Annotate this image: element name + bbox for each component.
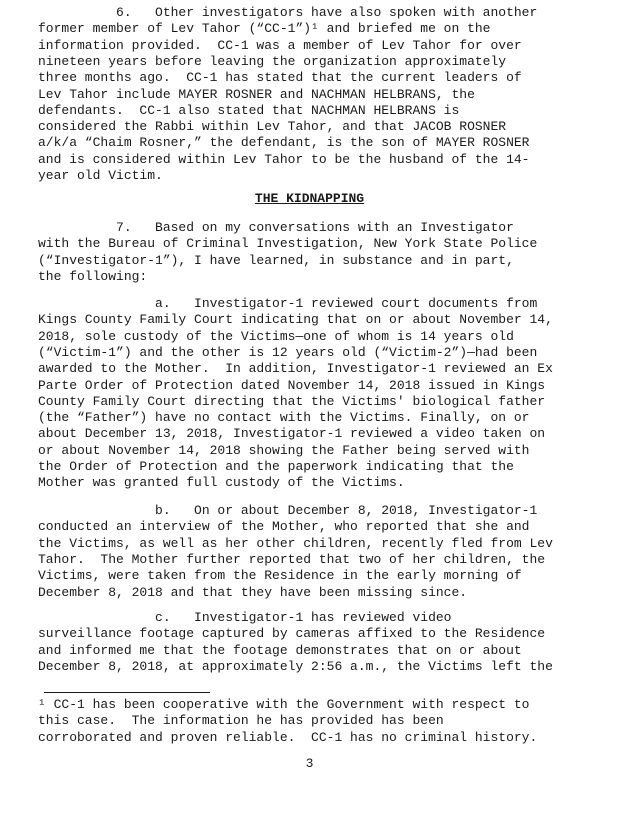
text-line: or about November 14, 2018 showing the Father being served with: [38, 442, 530, 458]
text-line: and informed me that the footage demonstrates that on or about: [38, 642, 522, 658]
text-line: the following:: [38, 268, 148, 284]
text-line: (the “Father”) have no contact with the Victims. Finally, on or: [38, 410, 530, 426]
text-line: about December 13, 2018, Investigator-1 reviewed a video taken on: [38, 426, 546, 442]
text-line: corroborated and proven reliable. CC-1 has no criminal history.: [38, 729, 538, 745]
text-line: December 8, 2018 and that they have been missing since.: [38, 584, 468, 600]
text-line: a. Investigator-1 reviewed court documents from: [38, 296, 538, 311]
text-line: the Victims, as well as her other children, recently fled from Lev: [38, 535, 553, 551]
text-line: with the Bureau of Criminal Investigation, New York State Police: [38, 236, 538, 252]
text-line: three months ago. CC-1 has stated that the current leaders of: [38, 70, 522, 86]
text-line: ¹ CC-1 has been cooperative with the Government with respect to: [38, 697, 530, 712]
text-line: (“Victim-1”) and the other is 12 years old (“Victim-2”)—had been: [38, 344, 538, 360]
text-line: County Family Court directing that the Victims' biological father: [38, 393, 546, 409]
text-line: considered the Rabbi within Lev Tahor, and that JACOB ROSNER: [38, 119, 507, 135]
text-line: Parte Order of Protection dated November 14, 2018 issued in Kings: [38, 377, 546, 393]
text-line: Mother was granted full custody of the Victims.: [38, 475, 405, 491]
text-line: b. On or about December 8, 2018, Investigator-1: [38, 503, 538, 518]
text-line: this case. The information he has provided has been: [38, 713, 444, 729]
text-line: defendants. CC-1 also stated that NACHMAN HELBRANS is: [38, 102, 460, 118]
text-line: Lev Tahor include MAYER ROSNER and NACHMAN HELBRANS, the: [38, 86, 475, 102]
text-line: a/k/a “Chaim Rosner,” the defendant, is the son of MAYER ROSNER: [38, 135, 530, 151]
text-line: 2018, sole custody of the Victims—one of whom is 14 years old: [38, 328, 514, 344]
text-line: 6. Other investigators have also spoken with another: [38, 5, 538, 20]
text-line: nineteen years before leaving the organization approximately: [38, 53, 507, 69]
text-line: December 8, 2018, at approximately 2:56 a.m., the Victims left the: [38, 658, 553, 674]
text-line: and is considered within Lev Tahor to be the husband of the 14-: [38, 151, 530, 167]
footnote-divider: [44, 692, 210, 693]
text-line: Kings County Family Court indicating that on or about November 14,: [38, 312, 553, 328]
text-line: the Order of Protection and the paperwork indicating that the: [38, 459, 514, 474]
text-line: awarded to the Mother. In addition, Investigator-1 reviewed an Ex: [38, 361, 553, 377]
text-line: c. Investigator-1 has reviewed video: [38, 610, 452, 625]
text-line: Tahor. The Mother further reported that two of her children, the: [38, 551, 546, 567]
text-line: 7. Based on my conversations with an Investigator: [38, 220, 514, 235]
text-line: year old Victim.: [38, 168, 163, 183]
text-line: Victims, were taken from the Residence in the early morning of: [38, 568, 522, 584]
text-line: information provided. CC-1 was a member of Lev Tahor for over: [38, 37, 522, 53]
section-heading: THE KIDNAPPING: [254, 191, 365, 206]
text-line: conducted an interview of the Mother, who reported that she and: [38, 519, 530, 535]
text-line: former member of Lev Tahor (“CC-1”)¹ and briefed me on the: [38, 21, 491, 37]
page-number: 3: [305, 756, 314, 771]
text-line: (“Investigator-1”), I have learned, in substance and in part,: [38, 252, 514, 268]
text-line: surveillance footage captured by cameras affixed to the Residence: [38, 626, 546, 642]
